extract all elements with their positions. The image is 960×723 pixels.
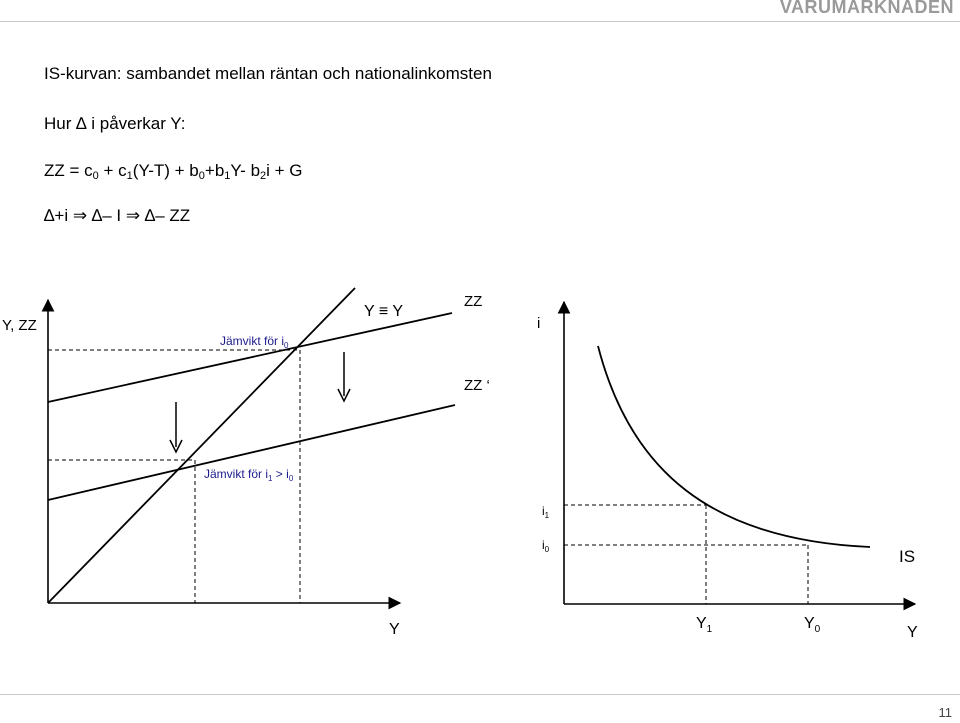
is-curve — [598, 346, 870, 547]
eq-sub: 0 — [92, 170, 99, 182]
eq1-label: Jämvikt för $i_1 > i_0$ — [204, 467, 294, 483]
eq0-label: Jämvikt för $i_0$ — [220, 334, 289, 350]
page-number: 11 — [938, 705, 952, 720]
zz-line-label: ZZ — [464, 293, 483, 310]
eq-part: ZZ = c — [44, 161, 93, 180]
eq-sub: 1 — [126, 170, 133, 182]
shift-down-arrow — [338, 352, 350, 401]
causal-chain: ∆+i ⇒ ∆– I ⇒ ∆– ZZ — [44, 206, 191, 225]
footer-rule — [0, 694, 960, 695]
eq-sub: 0 — [198, 170, 205, 182]
slide-title: VARUMARKNADEN — [779, 0, 954, 17]
eq-sub: 2 — [260, 170, 267, 182]
left-y-axis-label: Y, ZZ — [2, 317, 37, 334]
eq-sub: 1 — [224, 170, 231, 182]
i1-label: $i_1$ — [542, 504, 550, 520]
eq-part: Y- b — [230, 161, 261, 180]
i0-label: $i_0$ — [542, 538, 550, 554]
eq-part: i + G — [266, 161, 303, 180]
right-y-axis-label: i — [537, 315, 541, 332]
zz-line — [48, 313, 452, 402]
zz-prime-line-label: ZZ ‘ — [464, 377, 490, 394]
right-x-axis-label: Y — [907, 624, 918, 641]
left-diagram — [2, 288, 490, 638]
right-diagram — [537, 302, 918, 641]
zz-prime-line — [48, 405, 455, 500]
left-x-axis-label: Y — [389, 621, 400, 638]
question-pre: Hur — [44, 114, 77, 133]
is-curve-label: IS — [899, 547, 916, 566]
identity-line-label: Y ≡ Y — [364, 303, 403, 320]
question-post: i påverkar Y: — [86, 114, 186, 133]
y1-label: $Y_1$ — [696, 615, 713, 635]
shift-down-arrow — [170, 402, 182, 452]
eq-part: +b — [204, 161, 225, 180]
y0-label: $Y_0$ — [804, 615, 821, 635]
eq-part: + c — [98, 161, 127, 180]
eq-part: (Y-T) + b — [132, 161, 199, 180]
heading-text: IS-kurvan: sambandet mellan räntan och nationalinkomsten — [44, 64, 492, 83]
identity-line — [48, 288, 355, 603]
delta-symbol: ∆ — [76, 114, 87, 133]
